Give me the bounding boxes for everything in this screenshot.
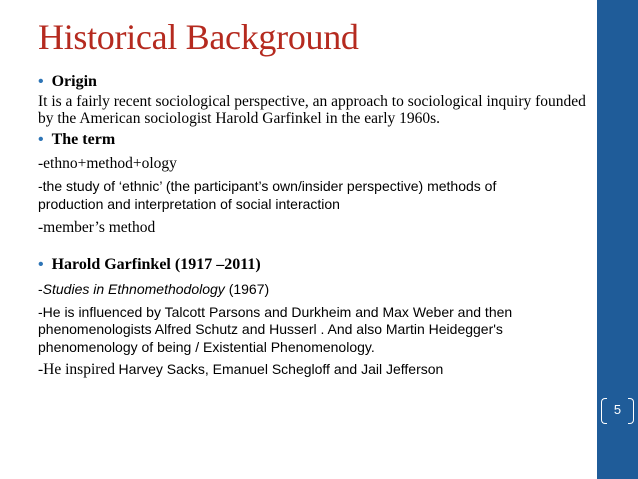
bullet-icon: • <box>38 73 44 90</box>
book-year: (1967) <box>228 281 270 297</box>
origin-text: It is a fairly recent sociological perspective, an approach to sociological inquiry founded by the American sociologist Harold Garfinkel in the early 1960s. <box>38 93 586 127</box>
origin-heading: Origin <box>51 73 97 90</box>
garfinkel-heading: Harold Garfinkel (1917 –2011) <box>51 256 261 273</box>
slide-title: Historical Background <box>38 17 359 57</box>
page-number: 5 <box>613 402 622 417</box>
term-line-1: -ethno+method+ology <box>38 155 177 172</box>
term-line-3: -member’s method <box>38 219 156 236</box>
book-line <box>38 281 593 299</box>
origin-heading-row <box>38 72 593 92</box>
inspired-line <box>38 361 593 380</box>
inspired-names: Harvey Sacks, Emanuel Schegloff and Jail Jefferson <box>118 361 444 377</box>
garfinkel-heading-row <box>38 255 593 275</box>
book-prefix: - <box>38 281 43 297</box>
term-line-2: -the study of ‘ethnic’ (the participant’s own/insider perspective) methods of production and interpretation of social interaction <box>38 178 497 212</box>
page-number-badge <box>597 398 638 424</box>
bullet-icon: • <box>38 256 44 273</box>
book-title: Studies in Ethnomethodology <box>42 281 225 297</box>
bullet-icon: • <box>38 131 44 148</box>
term-heading: The term <box>51 131 116 148</box>
inspired-prefix: -He inspired <box>38 361 116 378</box>
slide-body <box>38 72 593 380</box>
influenced-text: -He is influenced by Talcott Parsons and Durkheim and Max Weber and then phenomenologists Alfred Schutz and Husserl . And also Martin Heidegger's phenomenology of being / Existential Phenomenology. <box>38 303 513 355</box>
term-heading-row <box>38 130 593 150</box>
